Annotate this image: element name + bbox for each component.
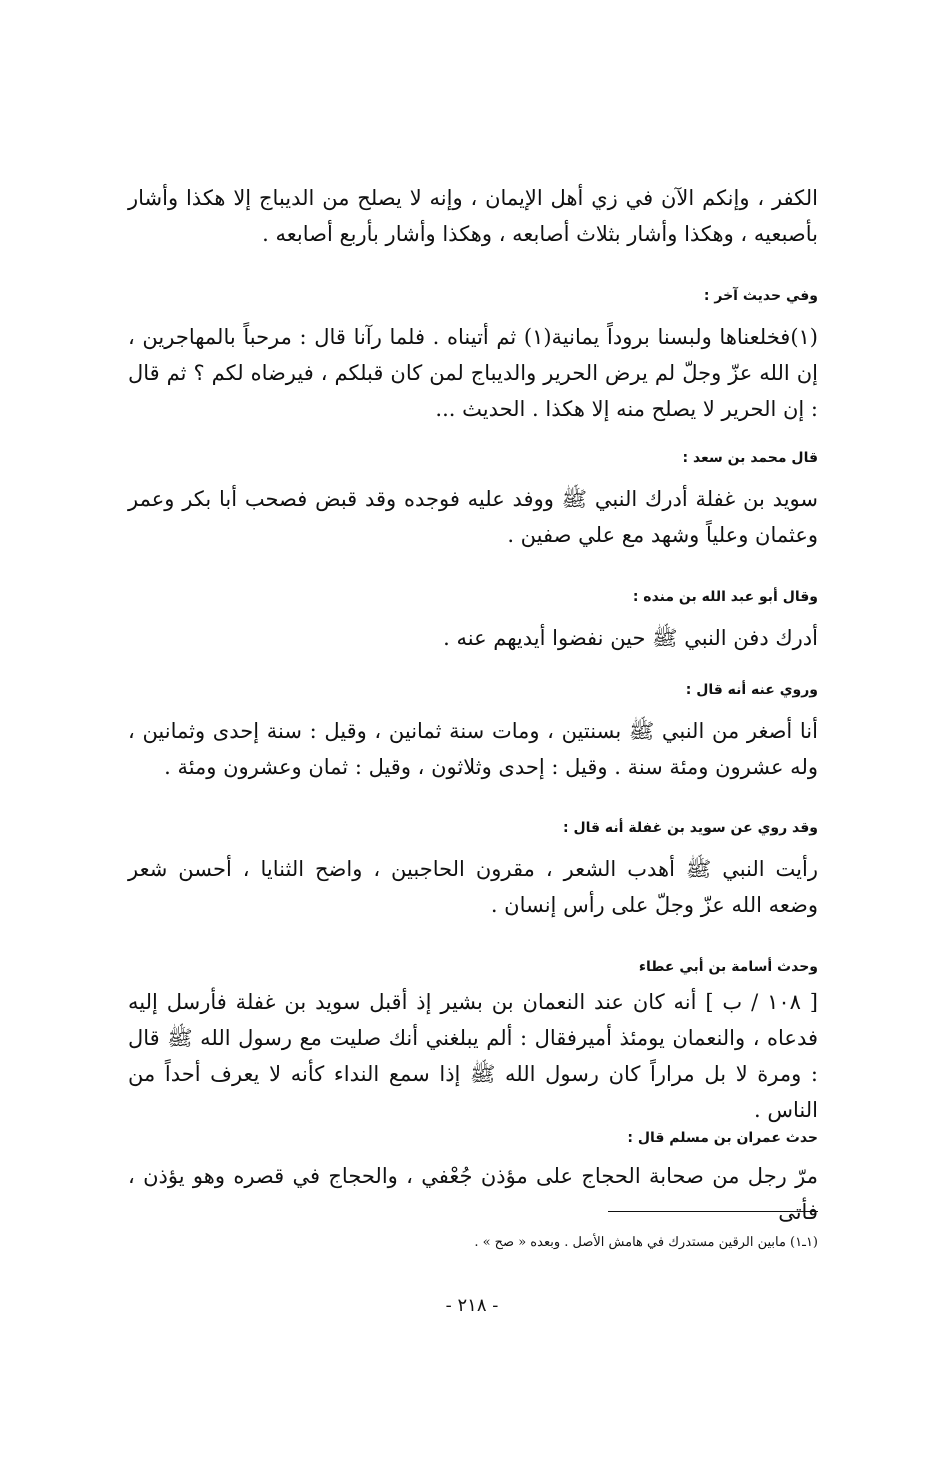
page-number: - ٢١٨ - [445, 1295, 499, 1316]
body-paragraph: سويد بن غفلة أدرك النبي ﷺ ووفد عليه فوجده وقد قبض فصحب أبا بكر وعمر وعثمان وعلياً وشهد مع علي صفين . [128, 487, 818, 547]
body-paragraph: أدرك دفن النبي ﷺ حين نفضوا أيديهم عنه . [443, 626, 818, 650]
body-paragraph: (١)فخلعناها ولبسنا بروداً يمانية(١) ثم أتيناه . فلما رآنا قال : مرحباً بالمهاجرين ، إن الله عزّ وجلّ لم يرض الحرير والديباج لمن كان قبلكم ، فيرضاه لكم ؟ ثم قال : إن الحرير لا يصلح منه إلا هكذا . الحديث ... [128, 325, 818, 421]
section-heading: وقد روي عن سويد بن غفلة أنه قال : [562, 820, 818, 836]
section-heading: وقال أبو عبد الله بن منده : [632, 589, 818, 605]
footnote: (١ـ١) مابين الرقين مستدرك في هامش الأصل . وبعده « صح » . [474, 1235, 818, 1250]
body-paragraph: مرّ رجل من صحابة الحجاج على مؤذن جُعْفي ، والحجاج في قصره وهو يؤذن ، فأتى [128, 1164, 818, 1224]
body-paragraph: [ ١٠٨ / ب ] أنه كان عند النعمان بن بشير إذ أقبل سويد بن غفلة فأرسل إليه فدعاه ، والنعمان يومئذ أميرفقال : ألم يبلغني أنك صليت مع رسول الله ﷺ قال : ومرة لا بل مراراً كان رسول الله ﷺ إذا سمع النداء كأنه لا يعرف أحداً من الناس . [128, 990, 818, 1122]
section-heading: وحدث أسامة بن أبي عطاء [638, 959, 818, 975]
body-paragraph: أنا أصغر من النبي ﷺ بسنتين ، ومات سنة ثمانين ، وقيل : سنة إحدى وثمانين ، وله عشرون ومئة سنة . وقيل : إحدى وثلاثون ، وقيل : ثمان وعشرون ومئة . [128, 719, 818, 779]
body-paragraph: رأيت النبي ﷺ أهدب الشعر ، مقرون الحاجبين ، واضح الثنايا ، أحسن شعر وضعه الله عزّ وجلّ على رأس إنسان . [128, 857, 818, 917]
section-heading: وفي حديث آخر : [703, 288, 818, 304]
section-heading: حدث عمران بن مسلم قال : [627, 1130, 818, 1146]
section-heading: قال محمد بن سعد : [682, 450, 818, 466]
body-paragraph: الكفر ، وإنكم الآن في زي أهل الإيمان ، وإنه لا يصلح من الديباج إلا هكذا وأشار بأصبعيه ، وهكذا وأشار بثلاث أصابعه ، وهكذا وأشار بأربع أصابعه . [128, 186, 818, 246]
footnote-divider [608, 1211, 818, 1212]
section-heading: وروي عنه أنه قال : [685, 682, 818, 698]
